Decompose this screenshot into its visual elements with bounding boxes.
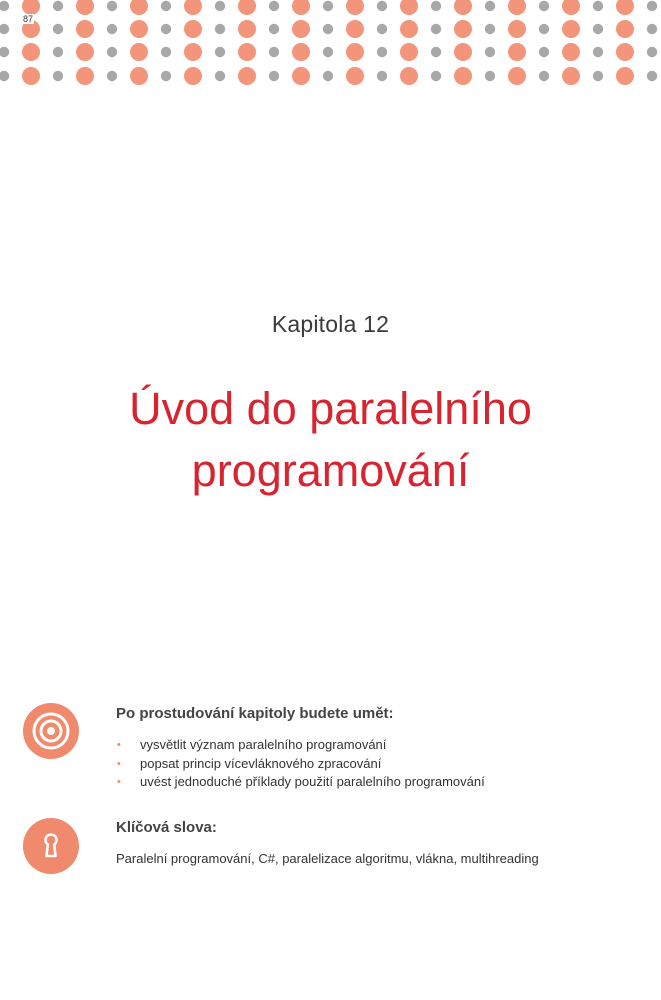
decorative-dot — [130, 43, 148, 61]
decorative-dot — [269, 24, 279, 34]
goal-item — [116, 755, 485, 774]
keywords-text: Paralelní programování, C#, paralelizace algoritmu, vlákna, multihreading — [116, 851, 539, 866]
decorative-dot — [161, 24, 171, 34]
decorative-dot — [76, 20, 94, 38]
decorative-dot — [400, 43, 418, 61]
goal-item — [116, 773, 485, 792]
decorative-dot — [269, 1, 279, 11]
keyhole-icon — [23, 818, 79, 874]
decorative-dot — [107, 47, 117, 57]
decorative-dot — [53, 47, 63, 57]
decorative-dot — [346, 43, 364, 61]
decorative-dot — [593, 1, 603, 11]
chapter-title-line-1: Úvod do paralelního — [129, 383, 532, 434]
decorative-dot — [508, 43, 526, 61]
goal-item-text: uvést jednoduché příklady použití paralelního programování — [140, 774, 485, 789]
decorative-dot — [431, 71, 441, 81]
decorative-dot — [323, 47, 333, 57]
decorative-dot — [53, 24, 63, 34]
decorative-dot — [647, 47, 657, 57]
decorative-dot — [238, 67, 256, 85]
decorative-dot — [454, 67, 472, 85]
decorative-dot — [22, 67, 40, 85]
decorative-dot — [485, 24, 495, 34]
decorative-dot-pattern — [0, 0, 661, 96]
decorative-dot — [269, 71, 279, 81]
decorative-dot — [0, 24, 9, 34]
decorative-dot — [107, 71, 117, 81]
decorative-dot — [593, 24, 603, 34]
decorative-dot — [454, 43, 472, 61]
decorative-dot — [53, 71, 63, 81]
decorative-dot — [593, 47, 603, 57]
decorative-dot — [431, 47, 441, 57]
decorative-dot — [485, 1, 495, 11]
decorative-dot — [508, 0, 526, 15]
chapter-label: Kapitola 12 — [271, 311, 390, 337]
decorative-dot — [539, 24, 549, 34]
decorative-dot — [431, 1, 441, 11]
decorative-dot — [238, 20, 256, 38]
decorative-dot — [647, 24, 657, 34]
decorative-dot — [647, 1, 657, 11]
decorative-dot — [184, 43, 202, 61]
decorative-dot — [184, 0, 202, 15]
decorative-dot — [161, 47, 171, 57]
decorative-dot — [647, 71, 657, 81]
decorative-dot — [323, 24, 333, 34]
decorative-dot — [346, 20, 364, 38]
bullet-icon: • — [117, 776, 121, 788]
goals-heading: Po prostudování kapitoly budete umět: — [116, 705, 394, 722]
decorative-dot — [616, 67, 634, 85]
page-number: 87 — [23, 14, 34, 24]
decorative-dot — [377, 47, 387, 57]
decorative-dot — [269, 47, 279, 57]
decorative-dot — [130, 0, 148, 15]
decorative-dot — [400, 67, 418, 85]
decorative-dot — [454, 0, 472, 15]
decorative-dot — [292, 43, 310, 61]
decorative-dot — [485, 71, 495, 81]
goals-list — [116, 736, 485, 792]
goal-item — [116, 736, 485, 755]
decorative-dot — [76, 0, 94, 15]
decorative-dot — [76, 67, 94, 85]
decorative-dot — [400, 20, 418, 38]
decorative-dot — [539, 1, 549, 11]
decorative-dot — [323, 71, 333, 81]
goal-item-text: popsat princip vícevláknového zpracování — [140, 755, 382, 771]
decorative-dot — [346, 67, 364, 85]
decorative-dot — [184, 20, 202, 38]
decorative-dot — [184, 67, 202, 85]
decorative-dot — [539, 71, 549, 81]
decorative-dot — [292, 0, 310, 15]
decorative-dot — [22, 43, 40, 61]
decorative-dot — [238, 43, 256, 61]
decorative-dot — [431, 24, 441, 34]
decorative-dot — [76, 43, 94, 61]
decorative-dot — [292, 20, 310, 38]
decorative-dot — [215, 24, 225, 34]
decorative-dot — [616, 20, 634, 38]
chapter-title-line-2: programování — [191, 445, 470, 496]
decorative-dot — [562, 0, 580, 15]
decorative-dot — [539, 47, 549, 57]
decorative-dot — [215, 47, 225, 57]
target-icon — [23, 703, 79, 759]
goal-item-text: vysvětlit význam paralelního programování — [140, 737, 387, 752]
decorative-dot — [562, 20, 580, 38]
decorative-dot — [130, 67, 148, 85]
decorative-dot — [562, 43, 580, 61]
decorative-dot — [161, 71, 171, 81]
decorative-dot — [593, 71, 603, 81]
decorative-dot — [377, 24, 387, 34]
decorative-dot — [292, 67, 310, 85]
decorative-dot — [508, 20, 526, 38]
decorative-dot — [508, 67, 526, 85]
decorative-dot — [377, 1, 387, 11]
decorative-dot — [130, 20, 148, 38]
decorative-dot — [400, 0, 418, 15]
decorative-dot — [616, 0, 634, 15]
decorative-dot — [22, 0, 40, 15]
decorative-dot — [0, 47, 9, 57]
decorative-dot — [161, 1, 171, 11]
decorative-dot — [0, 71, 9, 81]
decorative-dot — [215, 1, 225, 11]
decorative-dot — [107, 1, 117, 11]
decorative-dot — [107, 24, 117, 34]
decorative-dot — [616, 43, 634, 61]
decorative-dot — [454, 20, 472, 38]
decorative-dot — [377, 71, 387, 81]
decorative-dot — [346, 0, 364, 15]
chapter-title — [0, 378, 661, 502]
decorative-dot — [485, 47, 495, 57]
decorative-dot — [562, 67, 580, 85]
decorative-dot — [53, 1, 63, 11]
decorative-dot — [215, 71, 225, 81]
decorative-dot — [323, 1, 333, 11]
bullet-icon: • — [117, 739, 121, 751]
decorative-dot — [0, 1, 9, 11]
keywords-heading: Klíčová slova: — [116, 819, 217, 836]
bullet-icon: • — [117, 757, 121, 770]
decorative-dot — [238, 0, 256, 15]
